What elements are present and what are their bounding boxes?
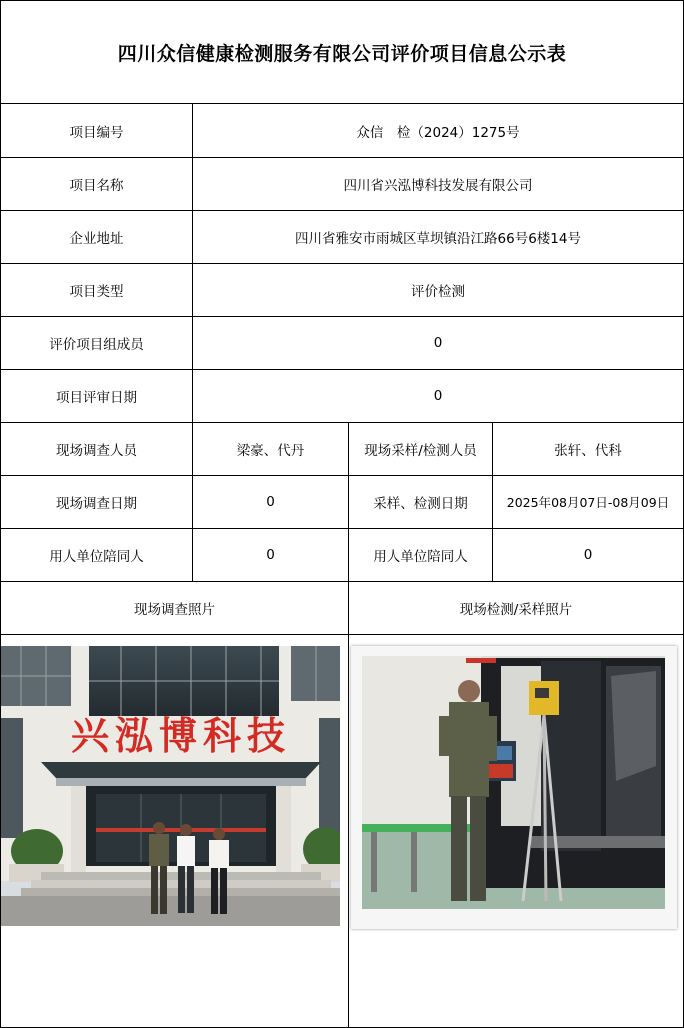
review-date-label: 项目评审日期 [56, 390, 137, 406]
project-type-value: 评价检测 [411, 284, 465, 300]
project-number-label: 项目编号 [69, 124, 124, 141]
project-type-label: 项目类型 [69, 284, 124, 300]
escort-label-2: 用人单位陪同人 [373, 549, 468, 565]
escort-label: 用人单位陪同人 [49, 549, 144, 565]
escort-value-2: 0 [583, 547, 593, 563]
survey-date-value: 0 [266, 494, 275, 510]
company-address-label: 企业地址 [69, 231, 124, 247]
survey-photo-header: 现场调查照片 [134, 602, 215, 618]
sampling-staff-label: 现场采样/检测人员 [364, 443, 477, 459]
project-name-label: 项目名称 [69, 178, 124, 194]
project-name-value: 四川省兴泓博科技发展有限公司 [343, 178, 533, 194]
page-title: 四川众信健康检测服务有限公司评价项目信息公示表 [117, 42, 567, 65]
survey-photo [1, 646, 340, 926]
building-sign: 兴泓博科技 [70, 714, 292, 758]
survey-staff-label: 现场调查人员 [56, 443, 137, 459]
sampling-photo [351, 646, 677, 929]
row-divider [1, 634, 684, 635]
team-members-label: 评价项目组成员 [49, 337, 144, 353]
escort-value: 0 [266, 547, 275, 563]
sampling-photo-header: 现场检测/采样照片 [459, 602, 573, 618]
review-date-value: 0 [433, 388, 443, 404]
survey-staff-value: 梁豪、代丹 [236, 443, 305, 459]
sampling-date-value: 2025年08月07日-08月09日 [506, 495, 670, 510]
sampling-date-label: 采样、检测日期 [373, 496, 468, 512]
team-members-value: 0 [433, 335, 443, 351]
project-number-value: 众信 检（2024）1275号 [356, 124, 520, 141]
company-address-value: 四川省雅安市雨城区草坝镇沿江路66号6楼14号 [295, 231, 581, 247]
survey-date-label: 现场调查日期 [56, 496, 137, 512]
sampling-staff-value: 张轩、代科 [554, 443, 622, 459]
